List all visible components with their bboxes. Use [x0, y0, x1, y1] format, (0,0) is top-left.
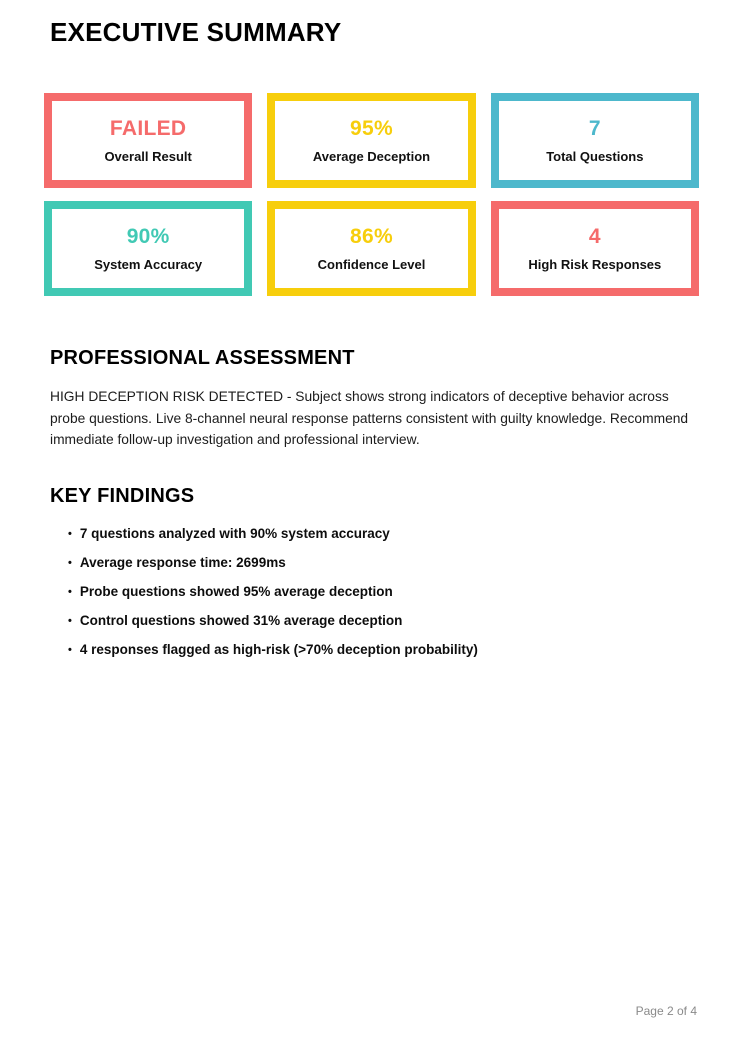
bullet-dot-icon: • — [68, 614, 72, 627]
stat-label: System Accuracy — [94, 256, 203, 272]
key-finding-item — [68, 641, 693, 659]
stat-label: Average Deception — [312, 148, 431, 164]
stat-value: 4 — [588, 224, 601, 248]
page-title: EXECUTIVE SUMMARY — [50, 17, 342, 47]
summary-cards-grid — [44, 93, 699, 296]
key-finding-text: Probe questions showed 95% average deception — [79, 583, 393, 599]
key-finding-item — [68, 583, 693, 601]
stat-value: 7 — [588, 116, 601, 140]
professional-assessment-heading: PROFESSIONAL ASSESSMENT — [50, 347, 355, 369]
bullet-dot-icon: • — [68, 556, 72, 569]
stat-card-high-risk-responses — [491, 201, 699, 296]
stat-value: 90% — [126, 224, 170, 248]
professional-assessment-body: HIGH DECEPTION RISK DETECTED - Subject shows strong indicators of deceptive behavior across probe questions. Live 8-channel neural response patterns consistent with guilty knowledge. Recommend immediate follow-up investigation and professional interview. — [50, 389, 689, 447]
key-finding-item — [68, 525, 693, 543]
stat-card-system-accuracy — [44, 201, 252, 296]
stat-card-overall-result — [44, 93, 252, 188]
key-finding-text: Control questions showed 31% average deception — [79, 612, 403, 628]
stat-card-total-questions — [491, 93, 699, 188]
stat-label: High Risk Responses — [528, 256, 662, 272]
key-findings-heading: KEY FINDINGS — [50, 484, 195, 507]
bullet-dot-icon: • — [68, 643, 72, 656]
bullet-dot-icon: • — [68, 585, 72, 598]
stat-label: Total Questions — [546, 148, 644, 164]
stat-value: 95% — [350, 116, 393, 140]
stat-card-confidence-level — [267, 201, 475, 296]
key-finding-text: Average response time: 2699ms — [79, 554, 286, 570]
page-number: Page 2 of 4 — [635, 1004, 697, 1018]
stat-value: 86% — [350, 224, 393, 248]
key-finding-text: 7 questions analyzed with 90% system accuracy — [79, 525, 390, 541]
key-finding-item — [68, 554, 693, 572]
key-finding-text: 4 responses flagged as high-risk (>70% deception probability) — [79, 641, 478, 657]
key-findings-list — [50, 525, 693, 659]
bullet-dot-icon: • — [68, 527, 72, 540]
stat-card-average-deception — [267, 93, 475, 188]
key-finding-item — [68, 612, 693, 630]
stat-label: Overall Result — [104, 148, 192, 164]
stat-value: FAILED — [109, 116, 187, 140]
stat-label: Confidence Level — [317, 256, 426, 272]
